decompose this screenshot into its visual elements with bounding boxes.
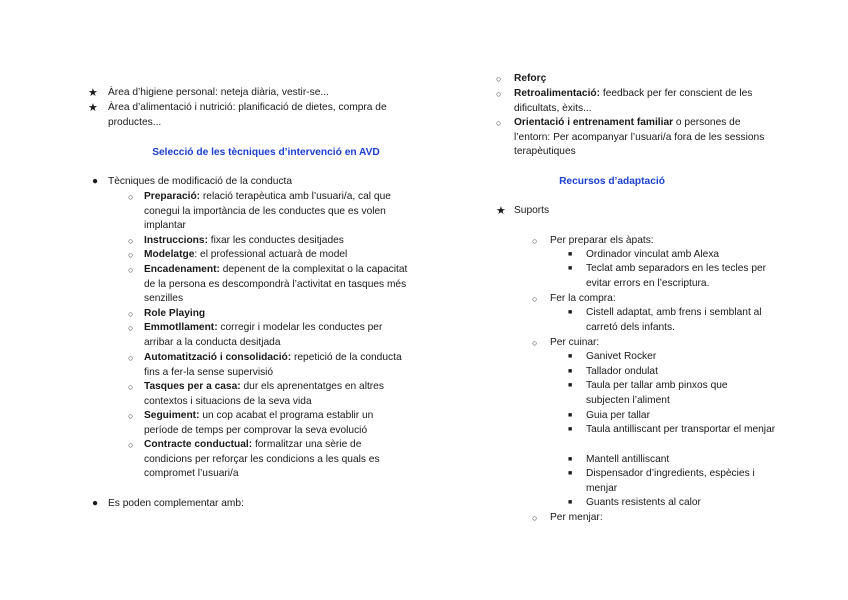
technique-item	[496, 116, 776, 160]
support-item-text: Taula antilliscant per transportar el menjar	[586, 424, 776, 435]
technique-term: Role Playing	[144, 308, 206, 319]
support-item-text: Ordinador vinculat amb Alexa	[586, 249, 720, 260]
support-group-label: Per preparar els àpats:	[550, 235, 654, 246]
square-bullet-icon: ■	[568, 412, 573, 419]
technique-desc: corregir i modelar les conductes per arribar a la conducta desitjada	[144, 322, 383, 348]
support-item	[568, 496, 778, 511]
technique-desc: fixar les conductes desitjades	[207, 235, 344, 246]
support-item-text: Dispensador d’ingredients, espècies i menjar	[586, 468, 755, 494]
square-bullet-icon: ■	[568, 499, 573, 506]
support-group-label: Fer la compra:	[550, 293, 616, 304]
technique-item	[128, 263, 408, 307]
technique-term: Emmotllament:	[144, 322, 218, 333]
support-item-text: Tallador ondulat	[586, 366, 658, 377]
technique-item	[128, 409, 408, 438]
section-heading: Recursos d’adaptació	[559, 176, 665, 187]
technique-term: Reforç	[514, 73, 547, 84]
technique-item	[128, 438, 408, 482]
support-item	[568, 262, 778, 291]
circle-bullet-icon: ○	[128, 250, 134, 260]
circle-bullet-icon: ○	[128, 265, 134, 275]
technique-item	[128, 380, 408, 409]
intro-item-text: Àrea d’alimentació i nutrició: planificació de dietes, compra de productes...	[108, 102, 387, 128]
technique-desc: dur els aprenentatges en altres contextos i situacions de la seva vida	[144, 381, 384, 407]
technique-term: Orientació i entrenament familiar	[514, 117, 674, 128]
bullet-icon: ●	[92, 176, 99, 187]
intro-item-text: Àrea d’higiene personal: neteja diària, vestir-se...	[108, 87, 329, 98]
list-item-text: Es poden complementar amb:	[108, 498, 244, 509]
technique-term: Preparació:	[144, 191, 201, 202]
circle-bullet-icon: ○	[128, 309, 134, 319]
intro-item	[88, 101, 408, 130]
support-item	[568, 365, 778, 380]
circle-bullet-icon: ○	[532, 513, 538, 523]
technique-desc: un cop acabat el programa establir un període de temps per comprovar la seva evolució	[144, 410, 374, 436]
technique-item	[128, 351, 408, 380]
technique-term: Tasques per a casa:	[144, 381, 241, 392]
circle-bullet-icon: ○	[128, 440, 134, 450]
circle-bullet-icon: ○	[496, 74, 502, 84]
square-bullet-icon: ■	[568, 353, 573, 360]
support-item	[568, 409, 778, 424]
circle-bullet-icon: ○	[496, 89, 502, 99]
technique-term: Modelatge	[144, 249, 195, 260]
square-bullet-icon: ■	[568, 470, 573, 477]
technique-desc: formalitzar una sèrie de condicions per reforçar les condicions a les quals es compromet l’usuari/a	[144, 439, 380, 480]
support-group	[532, 336, 782, 351]
technique-desc: repetició de la conducta fins a fer-la sense supervisió	[144, 352, 402, 378]
technique-item	[496, 87, 776, 116]
square-bullet-icon: ■	[568, 309, 573, 316]
circle-bullet-icon: ○	[496, 118, 502, 128]
technique-desc: : el professional actuarà de model	[194, 249, 348, 260]
square-bullet-icon: ■	[568, 265, 573, 272]
technique-term: Encadenament:	[144, 264, 220, 275]
technique-term: Retroalimentació:	[514, 88, 601, 99]
support-item	[568, 306, 778, 335]
support-item-text: Guia per tallar	[586, 410, 650, 421]
support-item	[568, 453, 778, 468]
list-item-text: Tècniques de modificació de la conducta	[108, 176, 293, 187]
square-bullet-icon: ■	[568, 251, 573, 258]
support-item	[568, 248, 778, 263]
square-bullet-icon: ■	[568, 456, 573, 463]
technique-desc: relació terapèutica amb l’usuari/a, cal que conegui la importància de les conductes que es volen implantar	[144, 191, 391, 232]
square-bullet-icon: ■	[568, 382, 573, 389]
support-item-text: Guants resistents al calor	[586, 497, 701, 508]
support-group	[532, 292, 782, 307]
circle-bullet-icon: ○	[128, 192, 134, 202]
list-item	[496, 204, 776, 219]
technique-desc: depenent de la complexitat o la capacitat de la persona es descompondrà l’activitat en tasques més senzilles	[144, 264, 408, 305]
support-item	[568, 467, 778, 496]
circle-bullet-icon: ○	[532, 338, 538, 348]
section-heading: Selecció de les tècniques d’intervenció en AVD	[152, 147, 380, 158]
bullet-icon: ●	[92, 498, 99, 509]
support-group-label: Per cuinar:	[550, 337, 600, 348]
support-item	[568, 350, 778, 365]
star-icon: ★	[496, 205, 506, 217]
technique-term: Contracte conductual:	[144, 439, 253, 450]
technique-item	[128, 307, 408, 322]
technique-item	[496, 72, 776, 87]
technique-item	[128, 190, 408, 234]
support-item-text: Mantell antilliscant	[586, 454, 670, 465]
star-icon: ★	[88, 102, 98, 114]
technique-desc: o persones de l’entorn: Per acompanyar l’usuari/a fora de les sessions terapèutiques	[514, 117, 765, 158]
support-item	[568, 379, 758, 408]
support-item-text: Teclat amb separadors en les tecles per evitar errors en l’escriptura.	[586, 263, 767, 289]
support-group	[532, 511, 782, 526]
list-item	[92, 175, 412, 190]
circle-bullet-icon: ○	[532, 236, 538, 246]
support-item-text: Cistell adaptat, amb frens i semblant al carretó dels infants.	[586, 307, 762, 333]
support-group	[532, 234, 782, 249]
technique-term: Automatització i consolidació:	[144, 352, 292, 363]
circle-bullet-icon: ○	[532, 294, 538, 304]
circle-bullet-icon: ○	[128, 382, 134, 392]
support-item-text: Taula per tallar amb pinxos que subjecten l’aliment	[586, 380, 728, 406]
circle-bullet-icon: ○	[128, 323, 134, 333]
star-icon: ★	[88, 87, 98, 99]
technique-item	[128, 248, 408, 263]
list-item	[92, 497, 412, 512]
technique-term: Seguiment:	[144, 410, 200, 421]
technique-desc: feedback per fer conscient de les dificultats, èxits...	[514, 88, 753, 114]
intro-item	[88, 86, 408, 101]
list-item-text: Suports	[514, 205, 550, 216]
support-group-label: Per menjar:	[550, 512, 603, 523]
technique-item	[128, 234, 408, 249]
technique-item	[128, 321, 408, 350]
technique-term: Instruccions:	[144, 235, 208, 246]
support-item	[568, 423, 778, 438]
circle-bullet-icon: ○	[128, 353, 134, 363]
circle-bullet-icon: ○	[128, 236, 134, 246]
square-bullet-icon: ■	[568, 368, 573, 375]
support-item-text: Ganivet Rocker	[586, 351, 657, 362]
square-bullet-icon: ■	[568, 426, 573, 433]
circle-bullet-icon: ○	[128, 411, 134, 421]
